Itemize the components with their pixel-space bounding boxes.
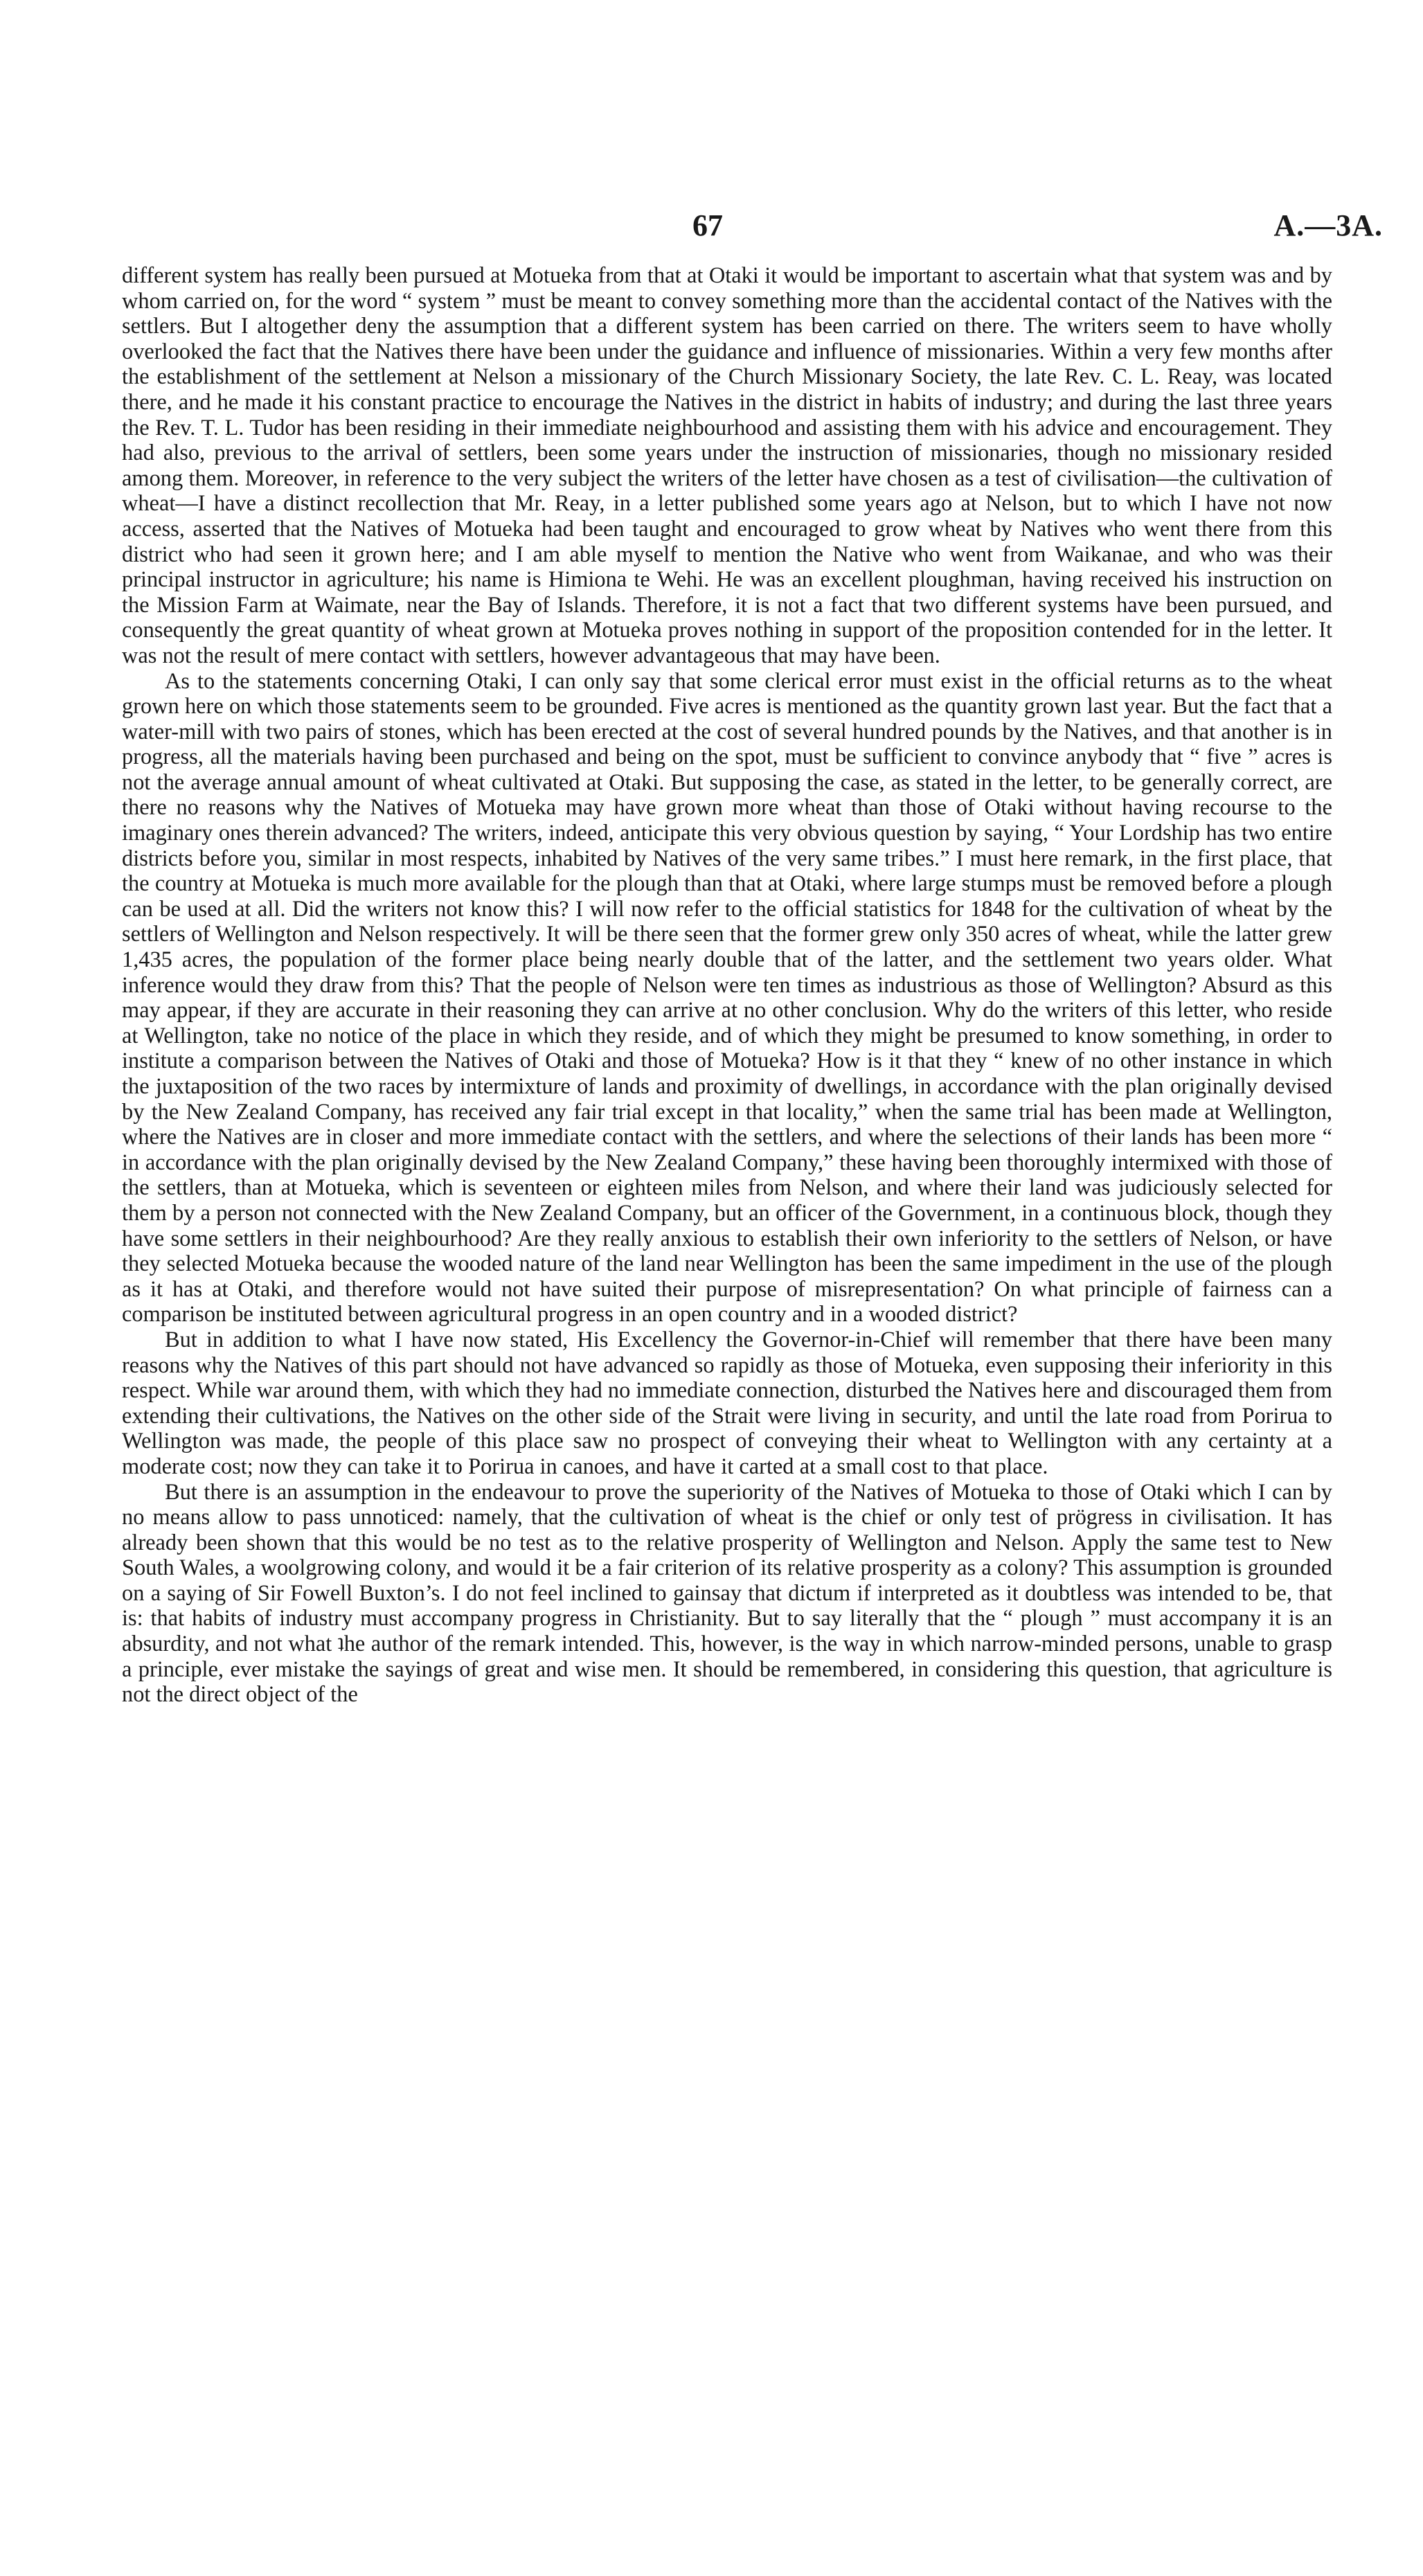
page-number: 67 [692, 208, 723, 242]
paragraph-1: different system has really been pursued at Motueka from that at Otaki it would be important to ascertain what that system was and by whom carried on, for the word “ system ” must be meant to convey something more than the accidental contact of the Natives with the settlers. But I altogether deny the assumption that a different system has been carried on there. The writers seem to have wholly overlooked the fact that the Natives there have been under the guidance and influence of missionaries. Within a very few months after the establishment of the settlement at Nelson a missionary of the Church Missionary Society, the late Rev. C. L. Reay, was located there, and he made it his constant practice to encourage the Natives in the district in habits of industry; and during the last three years the Rev. T. L. Tudor has been residing in their immediate neighbourhood and assisting them with his advice and encouragement. They had also, previous to the arrival of settlers, been some years under the instruction of missionaries, though no missionary resided among them. Moreover, in reference to the very subject the writers of the letter have chosen as a test of civilisation—the cultivation of wheat—I have a distinct recollection that Mr. Reay, in a letter published some years ago at Nelson, but to which I have not now access, asserted that the Natives of Motueka had been taught and encouraged to grow wheat by Natives who went there from this district who had seen it grown here; and I am able myself to mention the Native who went from Waikanae, and who was their principal instructor in agriculture; his name is Himiona te Wehi. He was an excellent ploughman, having received his instruction on the Mission Farm at Waimate, near the Bay of Islands. Therefore, it is not a fact that two different systems have been pursued, and consequently the great quantity of wheat grown at Motueka proves nothing in support of the proposition contended for in the letter. It was not the result of mere contact with settlers, however advantageous that may have been. [122, 263, 1332, 668]
document-reference: A.—3A. [1273, 208, 1383, 242]
body-text [122, 263, 1332, 1708]
paragraph-4: But there is an assumption in the endeavour to prove the superiority of the Natives of Motueka to those of Otaki which I can by no means allow to pass unnoticed: namely, that the cultivation of wheat is the chief or only test of prögress in civilisation. It has already been shown that this would be no test as to the relative prosperity of Wellington and Nelson. Apply the same test to New South Wales, a woolgrowing colony, and would it be a fair criterion of its relative prosperity as a colony? This assumption is grounded on a saying of Sir Fowell Buxton’s. I do not feel inclined to gainsay that dictum if interpreted as it doubtless was intended to be, that is: that habits of industry must accompany progress in Christianity. But to say literally that the “ plough ” must accompany it is an absurdity, and not what ʇhe author of the remark intended. This, however, is the way in which narrow-minded persons, unable to grasp a principle, ever mistake the sayings of great and wise men. It should be remembered, in considering this question, that agriculture is not the direct object of the [122, 1479, 1332, 1708]
paragraph-3: But in addition to what I have now stated, His Excellency the Governor-in-Chief will remember that there have been many reasons why the Natives of this part should not have advanced so rapidly as those of Motueka, even supposing their inferiority in this respect. While war around them, with which they had no immediate connection, disturbed the Natives here and discouraged them from extending their cultivations, the Natives on the other side of the Strait were living in security, and until the late road from Porirua to Wellington was made, the people of this place saw no prospect of conveying their wheat to Wellington with any certainty at a moderate cost; now they can take it to Porirua in canoes, and have it carted at a small cost to that place. [122, 1327, 1332, 1479]
paragraph-2: As to the statements concerning Otaki, I can only say that some clerical error must exist in the official returns as to the wheat grown here on which those statements seem to be grounded. Five acres is mentioned as the quantity grown last year. But the fact that a water-mill with two pairs of stones, which has been erected at the cost of several hundred pounds by the Natives, and that another is in progress, all the materials having been purchased and being on the spot, must be sufficient to convince anybody that “ five ” acres is not the average annual amount of wheat cultivated at Otaki. But supposing the case, as stated in the letter, to be generally correct, are there no reasons why the Natives of Motueka may have grown more wheat than those of Otaki without having recourse to the imaginary ones therein advanced? The writers, indeed, anticipate this very obvious question by saying, “ Your Lordship has two entire districts before you, similar in most respects, inhabited by Natives of the very same tribes.” I must here remark, in the first place, that the country at Motueka is much more available for the plough than that at Otaki, where large stumps must be removed before a plough can be used at all. Did the writers not know this? I will now refer to the official statistics for 1848 for the cultivation of wheat by the settlers of Wellington and Nelson respectively. It will be there seen that the former grew only 350 acres of wheat, while the latter grew 1,435 acres, the population of the former place being nearly double that of the latter, and the settlement two years older. What inference would they draw from this? That the people of Nelson were ten times as industrious as those of Wellington? Absurd as this may appear, if they are accurate in their reasoning they can arrive at no other conclusion. Why do the writers of this letter, who reside at Wellington, take no notice of the place in which they reside, and of which they might be presumed to know something, in order to institute a comparison between the Natives of Otaki and those of Motueka? How is it that they “ knew of no other instance in which the juxtaposition of the two races by intermixture of lands and proximity of dwellings, in accordance with the plan originally devised by the New Zealand Company, has received any fair trial except in that locality,” when the same trial has been made at Wellington, where the Natives are in closer and more immediate contact with the settlers, and where the selections of their lands has been more “ in accordance with the plan originally devised by the New Zealand Company,” these having been thoroughly intermixed with those of the settlers, than at Motueka, which is seventeen or eighteen miles from Nelson, and where their land was judiciously selected for them by a person not connected with the New Zealand Company, but an officer of the Government, in a continuous block, though they have some settlers in their neighbourhood? Are they really anxious to establish their own inferiority to the settlers of Nelson, or have they selected Motueka because the wooded nature of the land near Wellington has been the same impediment in the use of the plough as it has at Otaki, and therefore would not have suited their purpose of misrepresentation? On what principle of fairness can a comparison be instituted between agricultural progress in an open country and in a wooded district? [122, 668, 1332, 1327]
